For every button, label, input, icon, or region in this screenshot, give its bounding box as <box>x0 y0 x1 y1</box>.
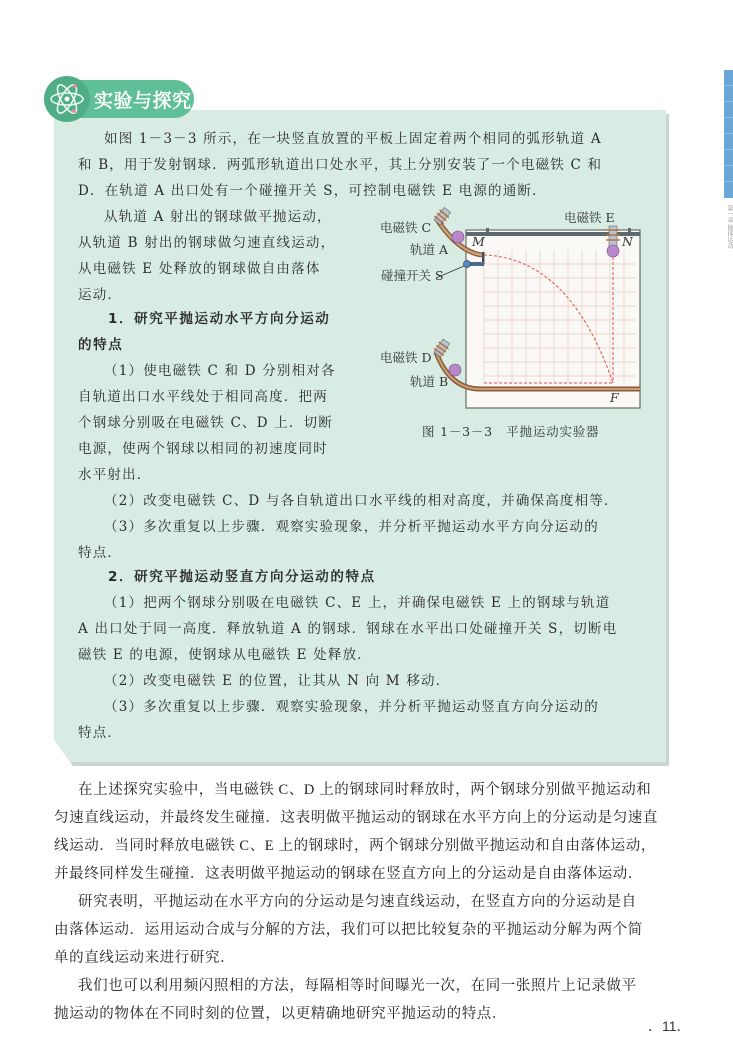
s1-step3-line-2: 特点． <box>78 545 123 561</box>
experiment-apparatus-figure <box>370 200 650 450</box>
s1-step1-line-5: 水平射出． <box>78 467 152 483</box>
body-p3-line-2: 抛运动的物体在不同时刻的位置，以更精确地研究平抛运动的特点． <box>54 1006 507 1022</box>
s1-step3-line-1: （3）多次重复以上步骤．观察实验现象，并分析平抛运动水平方向分运动的 <box>104 519 599 535</box>
body-p3-line-1: 我们也可以利用频闪照相的方法，每隔相等时间曝光一次，在同一张照片上记录做平 <box>78 978 637 994</box>
atom-icon <box>44 76 90 122</box>
s1-step1-line-3: 个钢球分别吸在电磁铁 C、D 上．切断 <box>78 415 334 431</box>
section1-heading-line-1: 1．研究平抛运动水平方向分运动 <box>108 311 331 327</box>
body-p1-line-3: 线运动．当同时释放电磁铁 C、E 上的钢球时，两个钢球分别做平抛运动和自由落体运动， <box>54 838 656 854</box>
label-point-f: F <box>610 390 619 405</box>
intro-line-2: 和 B，用于发射钢球．两弧形轨道出口处水平，其上分别安装了一个电磁铁 C 和 <box>78 157 603 173</box>
section1-heading-line-2: 的特点 <box>78 337 124 353</box>
left-col-line-2: 从轨道 B 射出的钢球做匀速直线运动， <box>78 235 336 251</box>
chapter-side-tab <box>724 70 733 198</box>
s2-step1-line-3: 磁铁 E 的电源，使钢球从电磁铁 E 处释放． <box>78 647 372 663</box>
body-p2-line-2: 由落体运动．运用运动合成与分解的方法，我们可以把比较复杂的平抛运动分解为两个简 <box>54 922 643 938</box>
body-p1-line-4: 并最终同样发生碰撞．这表明做平抛运动的钢球在竖直方向上的分运动是自由落体运动． <box>54 866 643 882</box>
s2-step2: （2）改变电磁铁 E 的位置，让其从 N 向 M 移动． <box>104 673 451 689</box>
label-magnet-d: 电磁铁 D <box>380 350 432 365</box>
label-track-a: 轨道 A <box>410 242 449 257</box>
left-col-line-3: 从电磁铁 E 处释放的钢球做自由落体 <box>78 261 321 277</box>
s1-step1-line-1: （1）使电磁铁 C 和 D 分别相对各 <box>104 363 336 379</box>
s1-step1-line-4: 电源，使两个钢球以相同的初速度同时 <box>78 441 328 457</box>
label-point-n: N <box>622 234 633 249</box>
label-point-m: M <box>472 234 485 249</box>
section2-heading: 2．研究平抛运动竖直方向分运动的特点 <box>108 569 376 585</box>
s1-step2: （2）改变电磁铁 C、D 与各自轨道出口水平线的相对高度，并确保高度相等． <box>104 493 619 509</box>
left-col-line-1: 从轨道 A 射出的钢球做平抛运动， <box>104 209 332 225</box>
intro-line-1: 如图 1－3－3 所示，在一块竖直放置的平板上固定着两个相同的弧形轨道 A <box>104 131 602 147</box>
s2-step1-line-1: （1）把两个钢球分别吸在电磁铁 C、E 上，并确保电磁铁 E 上的钢球与轨道 <box>104 595 611 611</box>
body-p2-line-3: 单的直线运动来进行研究． <box>54 950 236 966</box>
s2-step3-line-2: 特点． <box>78 725 123 741</box>
label-magnet-c: 电磁铁 C <box>380 220 432 235</box>
body-p2-line-1: 研究表明，平抛运动在水平方向的分运动是匀速直线运动，在竖直方向的分运动是自 <box>78 894 637 910</box>
s2-step3-line-1: （3）多次重复以上步骤．观察实验现象，并分析平抛运动竖直方向分运动的 <box>104 699 599 715</box>
s2-step1-line-2: A 出口处于同一高度．释放轨道 A 的钢球．钢球在水平出口处碰撞开关 S，切断电 <box>78 621 618 637</box>
label-magnet-e: 电磁铁 E <box>564 210 615 225</box>
label-switch-s: 碰撞开关 S <box>381 268 444 283</box>
section-title: 实验与探究 <box>94 90 192 112</box>
figure-caption: 图 1－3－3 平抛运动实验器 <box>422 424 600 439</box>
body-p1-line-1: 在上述探究实验中，当电磁铁 C、D 上的钢球同时释放时，两个钢球分别做平抛运动和 <box>78 782 652 798</box>
label-track-b: 轨道 B <box>410 374 449 389</box>
page-number: ．11． <box>648 1018 691 1034</box>
s1-step1-line-2: 自轨道出口水平线处于相同高度．把两 <box>78 389 328 405</box>
intro-line-3: D．在轨道 A 出口处有一个碰撞开关 S，可控制电磁铁 E 电源的通断． <box>78 183 547 199</box>
left-col-line-4: 运动． <box>78 287 123 303</box>
chapter-side-text: 第一章 抛体运动 <box>726 205 733 249</box>
body-p1-line-2: 匀速直线运动，并最终发生碰撞．这表明做平抛运动的钢球在水平方向上的分运动是匀速直 <box>54 810 658 826</box>
